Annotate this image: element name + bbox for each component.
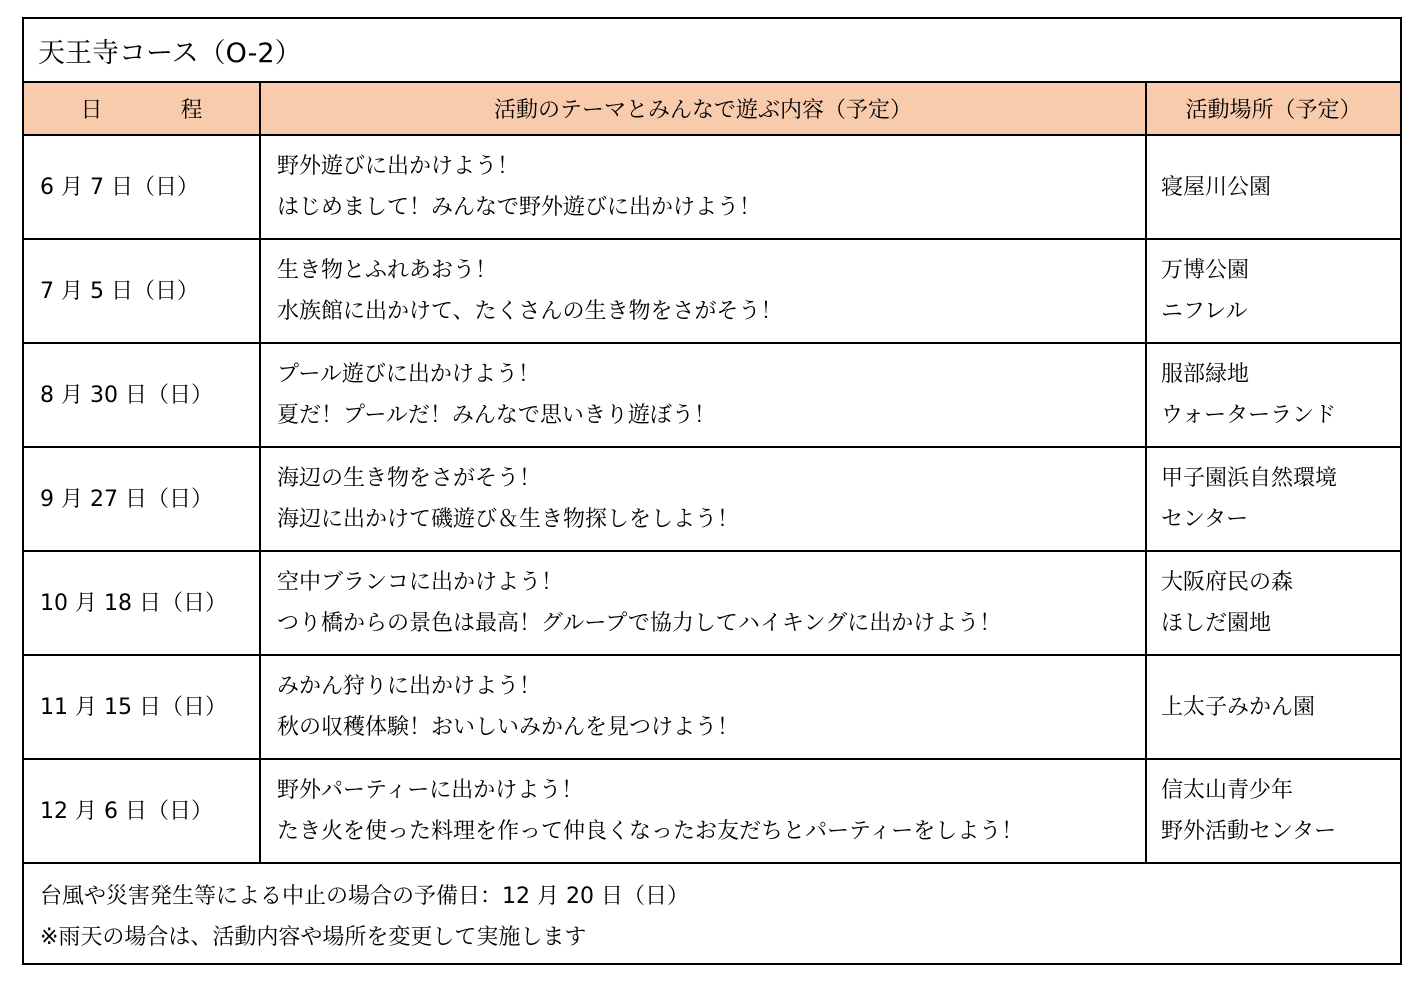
schedule-place xyxy=(1146,135,1400,239)
schedule-place xyxy=(1146,759,1400,863)
schedule-date: 7 月 5 日（日） xyxy=(24,239,260,343)
schedule-place xyxy=(1146,447,1400,551)
activity-description: はじめまして！みんなで野外遊びに出かけよう！ xyxy=(277,195,762,220)
place-name-line: センター xyxy=(1161,507,1249,532)
place-name-line: 甲子園浜自然環境 xyxy=(1161,466,1338,491)
activity-theme: 野外パーティーに出かけよう！ xyxy=(277,778,584,803)
activity-description: 夏だ！プールだ！みんなで思いきり遊ぼう！ xyxy=(277,403,716,428)
schedule-place xyxy=(1146,239,1400,343)
schedule-row xyxy=(24,655,1400,759)
header-row xyxy=(24,83,1400,135)
schedule-content xyxy=(260,135,1146,239)
activity-theme: 海辺の生き物をさがそう！ xyxy=(277,466,542,491)
activity-description: たき火を使った料理を作って仲良くなったお友だちとパーティーをしよう！ xyxy=(277,819,1024,844)
place-name-line: 上太子みかん園 xyxy=(1161,694,1316,720)
course-title: 天王寺コース（O-2） xyxy=(24,19,1400,83)
activity-theme: プール遊びに出かけよう！ xyxy=(277,362,540,387)
header-place: 活動場所（予定） xyxy=(1146,83,1400,135)
place-name-line: 野外活動センター xyxy=(1161,819,1337,844)
schedule-content xyxy=(260,343,1146,447)
backup-date-note: 台風や災害発生等による中止の場合の予備日：12 月 20 日（日） xyxy=(40,884,689,909)
place-name-line: 寝屋川公園 xyxy=(1161,174,1272,200)
schedule-date: 12 月 6 日（日） xyxy=(24,759,260,863)
place-name-line: 服部緑地 xyxy=(1161,362,1250,387)
activity-theme: みかん狩りに出かけよう！ xyxy=(277,674,542,699)
schedule-place xyxy=(1146,655,1400,759)
activity-description: 秋の収穫体験！おいしいみかんを見つけよう！ xyxy=(277,715,740,740)
schedule-date: 8 月 30 日（日） xyxy=(24,343,260,447)
place-name-line: 信太山青少年 xyxy=(1161,778,1294,803)
schedule-date: 6 月 7 日（日） xyxy=(24,135,260,239)
schedule-row xyxy=(24,759,1400,863)
place-name-line: ニフレル xyxy=(1161,299,1248,324)
schedule-row xyxy=(24,343,1400,447)
activity-theme: 空中ブランコに出かけよう！ xyxy=(277,570,564,595)
activity-theme: 野外遊びに出かけよう！ xyxy=(277,154,520,179)
schedule-content xyxy=(260,759,1146,863)
course-schedule-document xyxy=(22,17,1402,965)
schedule-content xyxy=(260,655,1146,759)
schedule-date: 11 月 15 日（日） xyxy=(24,655,260,759)
rain-note: ※雨天の場合は、活動内容や場所を変更して実施します xyxy=(40,925,587,950)
schedule-row xyxy=(24,551,1400,655)
schedule-table xyxy=(24,83,1400,864)
place-name-line: 万博公園 xyxy=(1161,258,1250,283)
schedule-date: 10 月 18 日（日） xyxy=(24,551,260,655)
place-name-line: ほしだ園地 xyxy=(1161,611,1272,636)
activity-description: 水族館に出かけて、たくさんの生き物をさがそう！ xyxy=(277,299,783,324)
header-date: 日 程 xyxy=(24,83,260,135)
schedule-content xyxy=(260,239,1146,343)
schedule-row xyxy=(24,135,1400,239)
schedule-content xyxy=(260,551,1146,655)
schedule-place xyxy=(1146,343,1400,447)
schedule-row xyxy=(24,447,1400,551)
place-name-line: ウォーターランド xyxy=(1161,403,1337,428)
schedule-row xyxy=(24,239,1400,343)
schedule-date: 9 月 27 日（日） xyxy=(24,447,260,551)
header-content: 活動のテーマとみんなで遊ぶ内容（予定） xyxy=(260,83,1146,135)
place-name-line: 大阪府民の森 xyxy=(1161,570,1294,595)
schedule-place xyxy=(1146,551,1400,655)
activity-theme: 生き物とふれあおう！ xyxy=(277,258,498,283)
activity-description: つり橋からの景色は最高！グループで協力してハイキングに出かけよう！ xyxy=(277,611,1002,636)
activity-description: 海辺に出かけて磯遊び＆生き物探しをしよう！ xyxy=(277,507,740,532)
footer-notes xyxy=(24,862,1400,958)
schedule-content xyxy=(260,447,1146,551)
